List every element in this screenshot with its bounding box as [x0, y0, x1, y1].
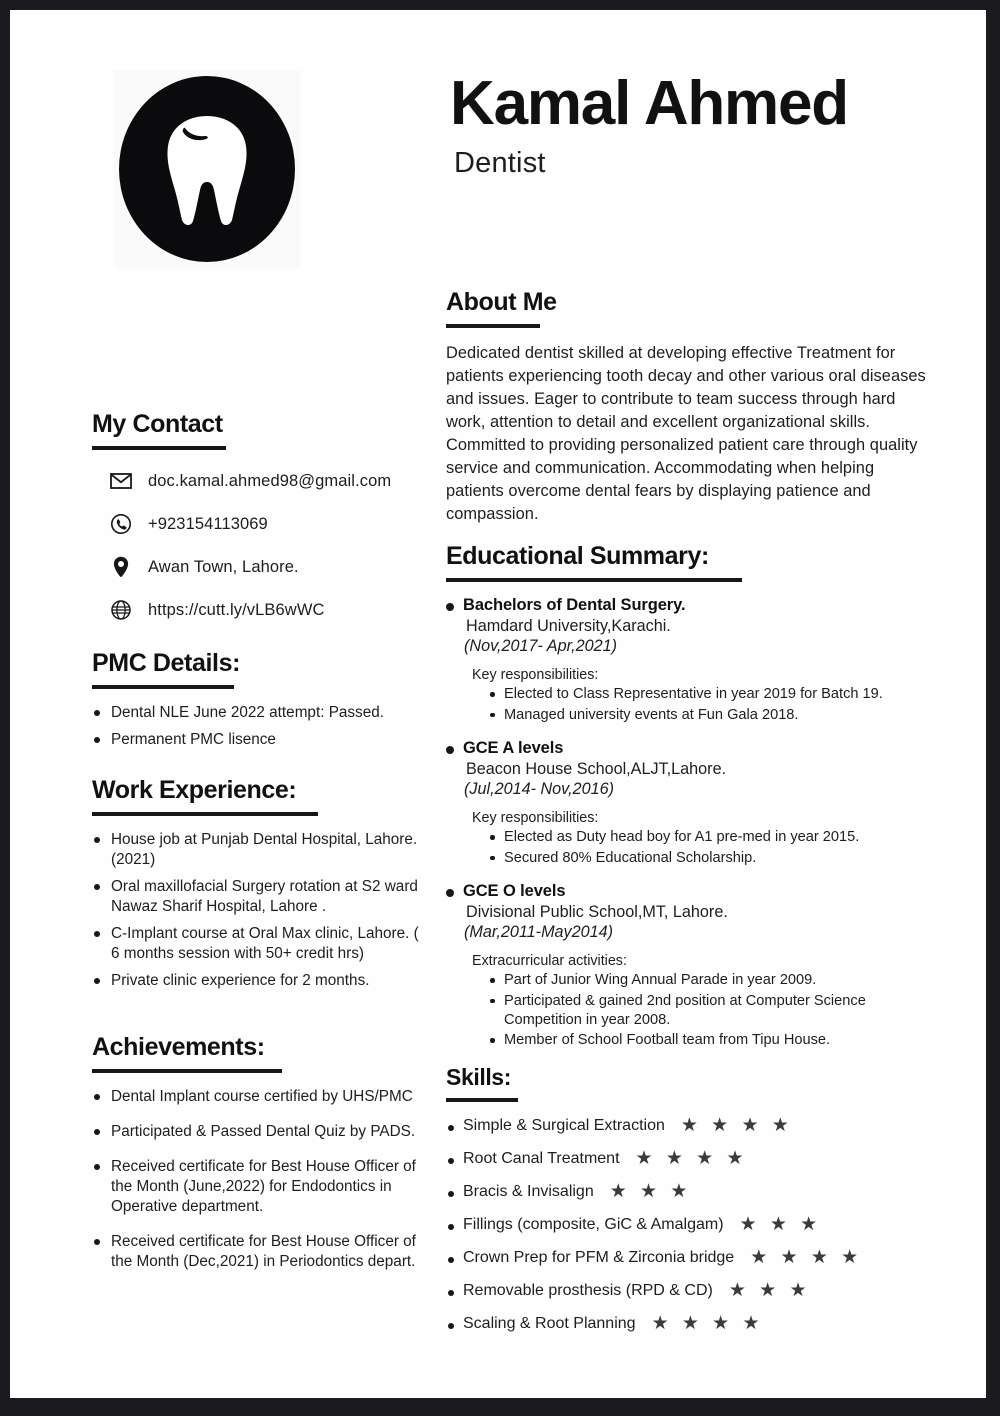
phone-value: +923154113069 — [148, 514, 268, 533]
heading-rule — [446, 578, 742, 582]
responsibilities-list — [446, 828, 936, 868]
skills-heading: Skills: — [446, 1064, 511, 1091]
skill-rating-stars: ★ ★ ★ ★ — [680, 1115, 793, 1137]
list-item: Elected as Duty head boy for A1 pre-med in year 2015. — [490, 828, 936, 847]
responsibilities-list — [446, 685, 936, 725]
contact-item-website[interactable] — [108, 597, 422, 623]
section-about-me — [446, 288, 936, 526]
contact-item-phone[interactable] — [108, 511, 422, 537]
contact-heading: My Contact — [92, 410, 223, 438]
degree-title: Bachelors of Dental Surgery. — [446, 596, 936, 615]
section-pmc-details — [92, 649, 422, 750]
skill-item — [446, 1182, 936, 1201]
list-item: Member of School Football team from Tipu House. — [490, 1031, 936, 1050]
pmc-heading: PMC Details: — [92, 649, 241, 677]
page-title: Kamal Ahmed — [450, 69, 848, 138]
activities-list — [446, 971, 936, 1050]
right-column — [446, 288, 936, 1347]
work-heading: Work Experience: — [92, 776, 297, 805]
degree-title: GCE O levels — [446, 882, 936, 901]
website-value: https://cutt.ly/vLB6wWC — [148, 600, 325, 619]
section-skills — [446, 1064, 936, 1333]
list-item: Participated & Passed Dental Quiz by PADS. — [92, 1122, 422, 1142]
skill-label: Bracis & Invisalign — [463, 1182, 594, 1200]
section-work-experience — [92, 776, 422, 991]
list-item: Managed university events at Fun Gala 2018. — [490, 706, 936, 725]
skill-rating-stars: ★ ★ ★ ★ — [750, 1247, 863, 1269]
skill-rating-stars: ★ ★ ★ ★ — [651, 1313, 764, 1335]
education-heading: Educational Summary: — [446, 541, 709, 570]
list-item: Received certificate for Best House Officer of the Month (June,2022) for Endodontics in Operative department. — [92, 1157, 422, 1217]
list-item: Dental Implant course certified by UHS/PMC — [92, 1087, 422, 1107]
globe-icon — [108, 597, 134, 623]
skill-label: Scaling & Root Planning — [463, 1314, 636, 1332]
skill-item — [446, 1215, 936, 1234]
work-list — [92, 830, 422, 991]
skill-item — [446, 1149, 936, 1168]
skill-rating-stars: ★ ★ ★ — [739, 1214, 822, 1236]
education-entry — [446, 739, 936, 868]
phone-icon — [108, 511, 134, 537]
skill-label: Removable prosthesis (RPD & CD) — [463, 1281, 713, 1299]
heading-rule — [92, 1069, 282, 1073]
address-value: Awan Town, Lahore. — [148, 557, 299, 576]
institution-name: Beacon House School,ALJT,Lahore. — [466, 759, 727, 778]
email-value: doc.kamal.ahmed98@gmail.com — [148, 471, 392, 490]
resume-page — [10, 10, 986, 1398]
skill-label: Fillings (composite, GiC & Amalgam) — [463, 1215, 724, 1233]
envelope-icon — [108, 468, 134, 494]
responsibilities-label: Key responsibilities: — [472, 667, 599, 684]
contact-item-address[interactable] — [108, 554, 422, 580]
heading-rule — [92, 812, 318, 816]
contact-item-email[interactable] — [108, 468, 422, 494]
skill-item — [446, 1116, 936, 1135]
skill-item — [446, 1314, 936, 1333]
contact-list — [92, 468, 422, 623]
list-item: Private clinic experience for 2 months. — [92, 971, 422, 991]
section-achievements — [92, 1033, 422, 1272]
skill-item — [446, 1248, 936, 1267]
left-column — [92, 410, 422, 1288]
resume-header — [10, 10, 986, 270]
list-item: Dental NLE June 2022 attempt: Passed. — [92, 703, 422, 723]
skill-rating-stars: ★ ★ ★ ★ — [635, 1148, 748, 1170]
skill-label: Simple & Surgical Extraction — [463, 1116, 665, 1134]
education-entry — [446, 882, 936, 1051]
tooth-icon — [119, 76, 295, 262]
heading-rule — [92, 685, 234, 689]
date-range: (Jul,2014- Nov,2016) — [464, 779, 614, 798]
list-item: Oral maxillofacial Surgery rotation at S2 ward Nawaz Sharif Hospital, Lahore . — [92, 877, 422, 917]
education-list — [446, 596, 936, 1051]
location-pin-icon — [108, 554, 134, 580]
skills-list — [446, 1116, 936, 1333]
activities-label: Extracurricular activities: — [472, 953, 627, 970]
name-block — [450, 69, 970, 180]
skill-item — [446, 1281, 936, 1300]
pmc-list — [92, 703, 422, 750]
list-item: Elected to Class Representative in year 2019 for Batch 19. — [490, 685, 936, 704]
responsibilities-label: Key responsibilities: — [472, 810, 599, 827]
section-contact — [92, 410, 422, 623]
list-item: Part of Junior Wing Annual Parade in year 2009. — [490, 971, 936, 990]
heading-rule — [446, 324, 540, 328]
about-text: Dedicated dentist skilled at developing effective Treatment for patients experiencing tooth decay and other various oral diseases and issues. Eager to contribute to team success through hard work, attention to detail and excellent organizational skills. Committed to providing personalized patient care through quality service and communication. Accommodating when helping patients overcome dental fears by displaying patience and compassion. — [446, 344, 926, 523]
list-item: C-Implant course at Oral Max clinic, Lahore. ( 6 months session with 50+ credit hrs) — [92, 924, 422, 964]
skill-label: Crown Prep for PFM & Zirconia bridge — [463, 1248, 735, 1266]
list-item: Permanent PMC lisence — [92, 730, 422, 750]
logo-container — [114, 70, 300, 268]
section-education — [446, 542, 936, 1051]
date-range: (Mar,2011-May2014) — [464, 922, 614, 941]
skill-rating-stars: ★ ★ ★ — [728, 1280, 811, 1302]
about-heading: About Me — [446, 288, 557, 316]
institution-name: Hamdard University,Karachi. — [466, 616, 671, 635]
list-item: Received certificate for Best House Officer of the Month (Dec,2021) in Periodontics depart. — [92, 1232, 422, 1272]
institution-name: Divisional Public School,MT, Lahore. — [466, 902, 728, 921]
list-item: Secured 80% Educational Scholarship. — [490, 849, 936, 868]
skill-label: Root Canal Treatment — [463, 1149, 620, 1167]
degree-title: GCE A levels — [446, 739, 936, 758]
heading-rule — [92, 446, 226, 450]
education-entry — [446, 596, 936, 725]
date-range: (Nov,2017- Apr,2021) — [464, 636, 617, 655]
job-title: Dentist — [454, 147, 546, 180]
list-item: House job at Punjab Dental Hospital, Lahore. (2021) — [92, 830, 422, 870]
skill-rating-stars: ★ ★ ★ — [609, 1181, 692, 1203]
achievements-heading: Achievements: — [92, 1033, 265, 1062]
heading-rule — [446, 1098, 518, 1102]
list-item: Participated & gained 2nd position at Computer Science Competition in year 2008. — [490, 992, 936, 1031]
achievements-list — [92, 1087, 422, 1272]
